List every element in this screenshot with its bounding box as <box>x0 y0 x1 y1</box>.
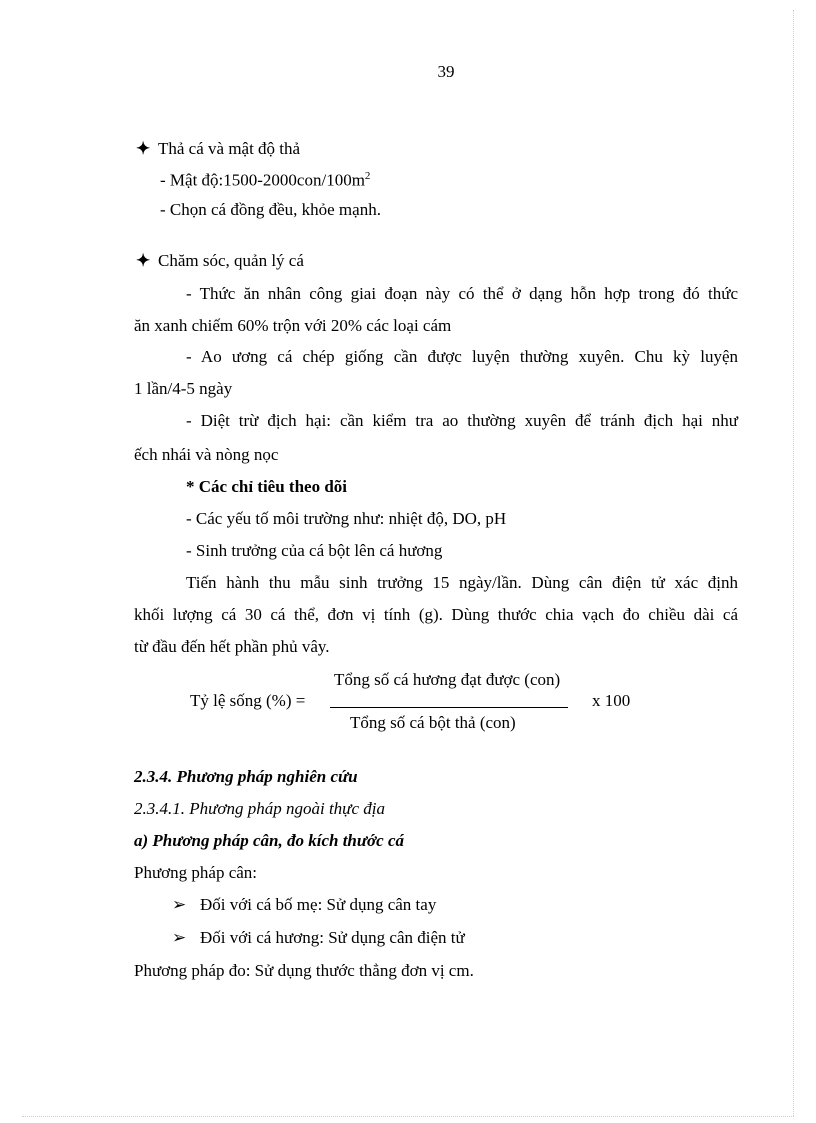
release-heading: ✦ Thả cá và mật độ thả <box>136 139 301 158</box>
plus-bullet-icon: ✦ <box>136 139 151 158</box>
page-number: 39 <box>437 62 455 81</box>
monitoring-heading: * Các chỉ tiêu theo dõi <box>186 477 348 496</box>
selection-line: - Chọn cá đồng đều, khỏe mạnh. <box>160 200 381 219</box>
plus-bullet-icon: ✦ <box>136 251 151 270</box>
fraction-bar <box>330 707 568 708</box>
formula-numerator: Tổng số cá hương đạt được (con) <box>334 670 561 689</box>
feed-line-1: - Thức ăn nhân công giai đoạn này có thể ở dạng hỗn hợp trong đó thức <box>186 284 738 303</box>
monitoring-para-1: Tiến hành thu mẫu sinh trưởng 15 ngày/lần. Dùng cân điện tử xác định <box>186 573 738 592</box>
methods-sub-a: a) Phương pháp cân, đo kích thước cá <box>134 831 405 850</box>
weigh-label: Phương pháp cân: <box>134 863 258 882</box>
arrow-bullet-icon: ➢ <box>172 895 187 914</box>
pond-line-1: - Ao ương cá chép giống cần được luyện thường xuyên. Chu kỳ luyện <box>186 347 738 366</box>
formula-multiplier: x 100 <box>592 691 631 710</box>
arrow-bullet-icon: ➢ <box>172 928 187 947</box>
monitoring-env: - Các yếu tố môi trường như: nhiệt độ, DO, pH <box>186 509 507 528</box>
pest-line-1: - Diệt trừ địch hại: cần kiểm tra ao thường xuyên để tránh địch hại như <box>186 411 738 430</box>
care-heading: ✦ Chăm sóc, quản lý cá <box>136 251 304 270</box>
density-line: - Mật $độ:1500-2000con/100m^2$ <box>160 170 371 190</box>
feed-line-2: ăn xanh chiếm 60% trộn với 20% các loại cám <box>134 316 452 335</box>
monitoring-growth: - Sinh trưởng của cá bột lên cá hương <box>186 541 443 560</box>
page-border-right <box>793 10 794 1116</box>
methods-heading: 2.3.4. Phương pháp nghiên cứu <box>134 767 358 786</box>
page-border-bottom <box>22 1116 794 1117</box>
monitoring-para-2: khối lượng cá 30 cá thể, đơn vị tính (g). Dùng thước chia vạch đo chiều dài cá <box>134 605 738 624</box>
measure-line: Phương pháp đo: Sử dụng thước thẳng đơn vị cm. <box>134 961 474 980</box>
methods-subheading: 2.3.4.1. Phương pháp ngoài thực địa <box>134 799 385 818</box>
formula-lhs: Tỷ lệ sống (%) = <box>190 691 306 710</box>
pest-line-2: ếch nhái và nòng nọc <box>134 445 279 464</box>
weigh-item: ➢ Đối với cá hương: Sử dụng cân điện tử <box>172 928 465 947</box>
formula-denominator: Tổng số cá bột thả (con) <box>350 713 516 732</box>
weigh-item: ➢ Đối với cá bố mẹ: Sử dụng cân tay <box>172 895 437 914</box>
monitoring-para-3: từ đầu đến hết phần phủ vây. <box>134 637 330 656</box>
pond-line-2: 1 lần/4-5 ngày <box>134 379 233 398</box>
